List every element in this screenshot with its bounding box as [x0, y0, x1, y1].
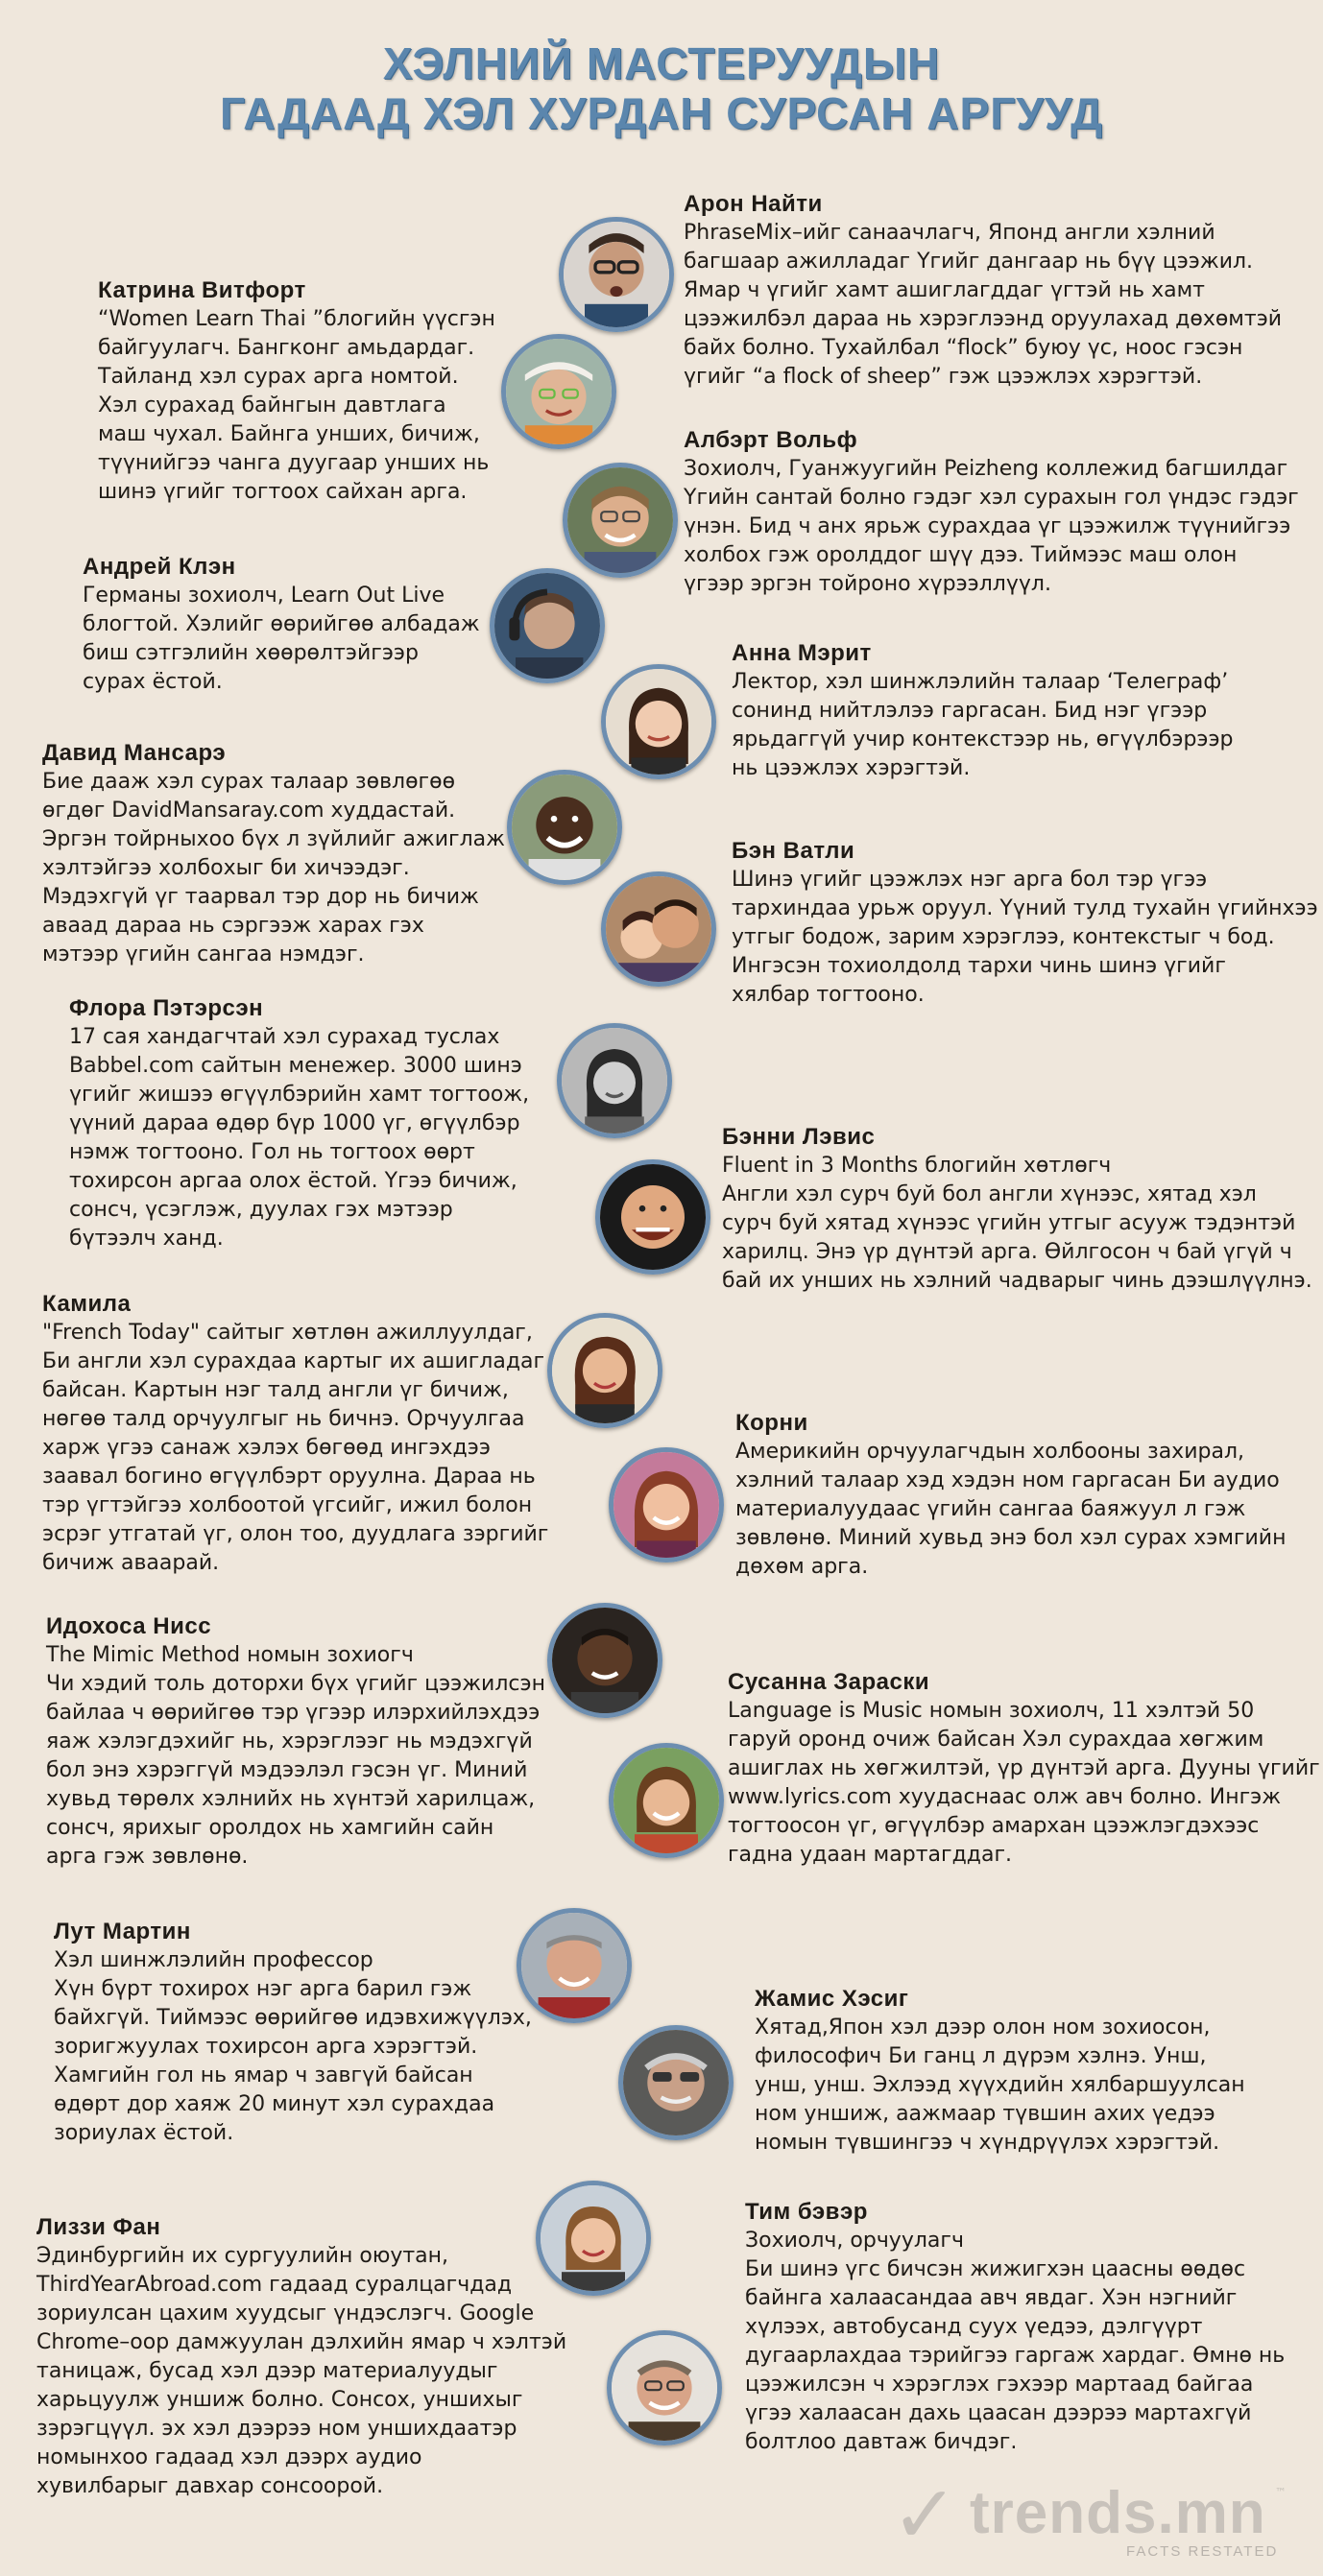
person-text: Language is Music номын зохиолч, 11 хэлтэй 50 гаруй оронд очиж байсан Хэл сурахдаа хөгжим ашиглах нь хөгжилтэй, үр дүнтэй арга. Дууны үгийг www.lyrics.com хуудаснаас олж авч болно. Ингэж тогтоосон үг, өгүүлбэр амархан цээжлэгдэхээс гадна удаан мартагддаг. — [728, 1699, 1320, 1867]
person-name: Камила — [42, 1291, 132, 1317]
person-name: Арон Найти — [684, 191, 823, 217]
person-block — [69, 994, 529, 1253]
person-name: Лиззи Фан — [36, 2214, 161, 2240]
person-name: Тим бэвэр — [745, 2199, 868, 2225]
person-name: Давид Мансарэ — [42, 740, 227, 766]
avatar — [601, 871, 716, 987]
trademark-symbol: ™ — [1275, 2486, 1287, 2499]
person-text: Шинэ үгийг цээжлэх нэг арга бол тэр үгээ тархиндаа урьж оруул. Үүний тулд тухайн үгийнхээ утгыг бодож, зарим хэрэглээ, контекстыг ч бод. Ингэсэн тохиолдолд тархи чинь шинэ үгийг хялбар тогтооно. — [732, 868, 1318, 1007]
avatar — [601, 664, 716, 779]
person-text: Англи хэл сурч буй бол англи хүнээс, хятад хэл сурч буй хятад хүнээс үгийн утгыг асууж тэдэнтэй харилц. Энэ үр дүнтэй арга. Өйлгосон ч бай үгүй ч бай их унших нь хэлний чадварыг чинь дээшлүүлнэ. — [722, 1182, 1312, 1293]
person-name: Лут Мартин — [54, 1919, 191, 1944]
person-text: PhraseMix–ийг санаачлагч, Японд англи хэлний багшаар ажилладаг Үгийг дангаар нь бүү цээжил. Ямар ч үгийг хамт ашиглагддаг үгтэй нь хамт цээжилбэл дараа нь хэрэглээнд оруулахад дөхөмтэй байх болно. Тухайлбал “flock” буюу үс, ноос гэсэн үгийг “a flock of sheep” гэж цээжлэх хэрэгтэй. — [684, 221, 1283, 389]
person-text: Хятад,Япон хэл дээр олон ном зохиосон, философич Би ганц л дүрэм хэлнэ. Унш, унш, унш. Эхлээд хүүхдийн хялбаршуулсан ном уншиж, аажмаар түвшин ахих үедээ номын түвшингээ ч хүндрүүлэх хэрэгтэй. — [755, 2015, 1245, 2155]
person-block — [735, 1409, 1286, 1582]
person-text: "French Today" сайтыг хөтлөн ажиллуулдаг, Би англи хэл сурахдаа картыг их ашигладаг байсан. Картын нэг талд англи үг бичиж, нөгөө талд орчуулгыг нь бичнэ. Орчуулгаа харж үгээ санаж хэлэх бөгөөд ингэхдээ заавал богино өгүүлбэрт оруулна. Дараа нь тэр үгтэйгээ холбоотой үгсийг, ижил болон эсрэг утгатай үг, олон тоо, дуудлага зэргийг бичиж аваарай. — [42, 1321, 549, 1575]
person-block — [36, 2213, 566, 2501]
person-text: Америкийн орчуулагчдын холбооны захирал, хэлний талаар хэд хэдэн ном гаргасан Би аудио материалуудаас үгийн сангаа баяжуул л гэж зөвлөнө. Миний хувьд энэ бол хэл сурах хэмгийн дөхөм арга. — [735, 1440, 1287, 1579]
person-block — [732, 837, 1318, 1010]
page-title-line1: ХЭЛНИЙ МАСТЕРУУДЫН — [382, 38, 941, 88]
person-name: Анна Мэрит — [732, 640, 872, 666]
avatar — [595, 1159, 710, 1275]
person-block — [46, 1612, 545, 1872]
person-name: Флора Пэтэрсэн — [69, 995, 264, 1021]
person-block — [54, 1918, 532, 2148]
person-text: Бие дааж хэл сурах талаар зөвлөгөө өгдөг DavidMansaray.com худдастай. Эргэн тойрныхоо бүх л зүйлийг ажиглаж хэлтэйгээ холбохыг би хичээдэг. Мэдэхгүй үг таарвал тэр дор нь бичиж аваад дараа нь сэргээж харах гэх мэтээр үгийн сангаа нэмдэг. — [42, 770, 505, 966]
person-text: “Women Learn Thai ”блогийн үүсгэн байгуулагч. Бангконг амьдардаг. Тайланд хэл сурах арга номтой. Хэл сурахад байнгын давтлага маш чухал. Байнга унших, бичиж, түүнийгээ чанга дуугаар унших нь шинэ үгийг тогтоох сайхан арга. — [98, 307, 495, 504]
avatar — [563, 463, 678, 578]
person-block — [732, 639, 1234, 783]
logo-text: trends.mn — [970, 2480, 1266, 2546]
avatar — [559, 217, 674, 332]
person-role: Зохиолч, орчуулагч — [745, 2229, 964, 2253]
person-text: Германы зохиолч, Learn Out Live блогтой. Хэлийг өөрийгөө албадаж биш сэтгэлийн хөөрөлтэйгээр сурах ёстой. — [83, 584, 480, 694]
person-text: Чи хэдий толь доторхи бүх үгийг цээжилсэн байлаа ч өөрийгөө тэр үгээр илэрхийлэхдээ яаж хэлэгдэхийг нь, хэрэглээг нь мэдэхгүй бол энэ хэрэггүй мэдээлэл гэсэн үг. Миний хувьд төрөлх хэлнийх нь хүнтэй харилцаж, сонсч, ярихыг оролдох нь хамгийн сайн арга гэж зөвлөнө. — [46, 1672, 545, 1869]
person-text: Лектор, хэл шинжлэлийн талаар ‘Телеграф’ сонинд нийтлэлээ гаргасан. Бид нэг үгээр ярьдаггүй учир контекстээр нь, өгүүлбэрээр нь цээжлэх хэрэгтэй. — [732, 670, 1234, 780]
person-block — [83, 553, 480, 697]
person-name: Андрей Клэн — [83, 554, 236, 580]
person-block — [728, 1668, 1320, 1870]
person-block — [684, 426, 1299, 599]
person-name: Албэрт Вольф — [684, 427, 858, 453]
avatar — [607, 2330, 722, 2445]
person-block — [745, 2198, 1285, 2457]
person-block — [755, 1985, 1245, 2158]
person-text: 17 сая хандагчтай хэл сурахад туслах Babbel.com сайтын менежер. 3000 шинэ үгийг жишээ өгүүлбэрийн хамт тогтоож, үүний дараа өдөр бүр 1000 үг, өгүүлбэр нэмж тогтооно. Гол нь тогтоох өөрт тохирсон аргаа олох ёстой. Үгээ бичиж, сонсч, үсэглэж, дуулах гэх мэтээр бүтээлч ханд. — [69, 1025, 530, 1251]
person-role: Fluent in 3 Months блогийн хөтлөгч — [722, 1154, 1112, 1178]
person-role: Хэл шинжлэлийн профессор — [54, 1948, 373, 1972]
person-name: Идохоса Нисс — [46, 1613, 212, 1639]
avatar — [517, 1908, 632, 2023]
person-role: The Mimic Method номын зохиогч — [46, 1643, 414, 1667]
person-text: Би шинэ үгс бичсэн жижигхэн цаасны өөдөс байнга халаасандаа авч явдаг. Хэн нэгнийг хүлээх, автобусанд суух үедээ, дэлгүүрт дугаарлахдаа тэрийгээ гаргаж хардаг. Өмнө нь цээжилсэн ч хэрэглэх гэхээр мартаад байгаа үгээ халаасан дахь цаасан дээрээ мартахгүй болтлоо давтаж бичдэг. — [745, 2257, 1286, 2454]
person-name: Жамис Хэсиг — [755, 1986, 909, 2012]
avatar — [507, 770, 622, 885]
person-block — [42, 1290, 548, 1578]
person-name: Бэнни Лэвис — [722, 1124, 876, 1150]
person-name: Сусанна Зараски — [728, 1669, 930, 1695]
trends-logo — [891, 2468, 1294, 2562]
person-text: Хүн бүрт тохирох нэг арга барил гэж байхгүй. Тиймээс өөрийгөө идэвхижүүлэх, зоригжуулах тохирсон арга хэрэгтэй. Хамгийн гол нь ямар ч завгүй байсан өдөрт дор хаяж 20 минут хэл сурахдаа зориулах ёстой. — [54, 1977, 532, 2145]
person-text: Эдинбургийн их сургуулийн оюутан, ThirdYearAbroad.com гадаад суралцагчдад зориулсан цахим хуудсыг үндэслэгч. Google Chrome–оор дамжуулан дэлхийн ямар ч хэлтэй таницаж, бусад хэл дээр материалуудыг харьцуулж уншиж болно. Сонсох, уншихыг зэрэгцүүл. эх хэл дээрээ ном уншихдаатэр номынхоо гадаад хэл дээрх аудио хувилбарыг давхар сонсоорой. — [36, 2244, 567, 2498]
checkmark-icon: ✓ — [891, 2468, 959, 2562]
avatar — [557, 1023, 672, 1138]
avatar — [609, 1447, 724, 1562]
avatar — [490, 568, 605, 683]
avatar — [547, 1603, 662, 1718]
person-block — [98, 276, 495, 507]
page-title-line2: ГАДААД ХЭЛ ХУРДАН СУРСАН АРГУУД — [220, 88, 1103, 138]
logo-tagline: FACTS RESTATED — [1126, 2543, 1279, 2560]
person-block — [42, 739, 505, 969]
person-block — [722, 1123, 1312, 1296]
avatar — [609, 1743, 724, 1858]
person-name: Катрина Витфорт — [98, 277, 306, 303]
person-name: Бэн Ватли — [732, 838, 855, 864]
avatar — [501, 334, 616, 449]
avatar — [547, 1313, 662, 1428]
person-text: Зохиолч, Гуанжуугийн Peizheng коллежид багшилдаг Үгийн сантай болно гэдэг хэл сурахын гол үндэс гэдэг үнэн. Бид ч анх ярьж сурахдаа үг цээжилж түүнийгээ холбох гэж оролддог шүү дээ. Тиймээс маш олон үгээр эргэн тойроно хүрээллүүл. — [684, 457, 1299, 596]
person-block — [684, 190, 1282, 392]
person-name: Корни — [735, 1410, 808, 1436]
avatar — [618, 2025, 734, 2140]
